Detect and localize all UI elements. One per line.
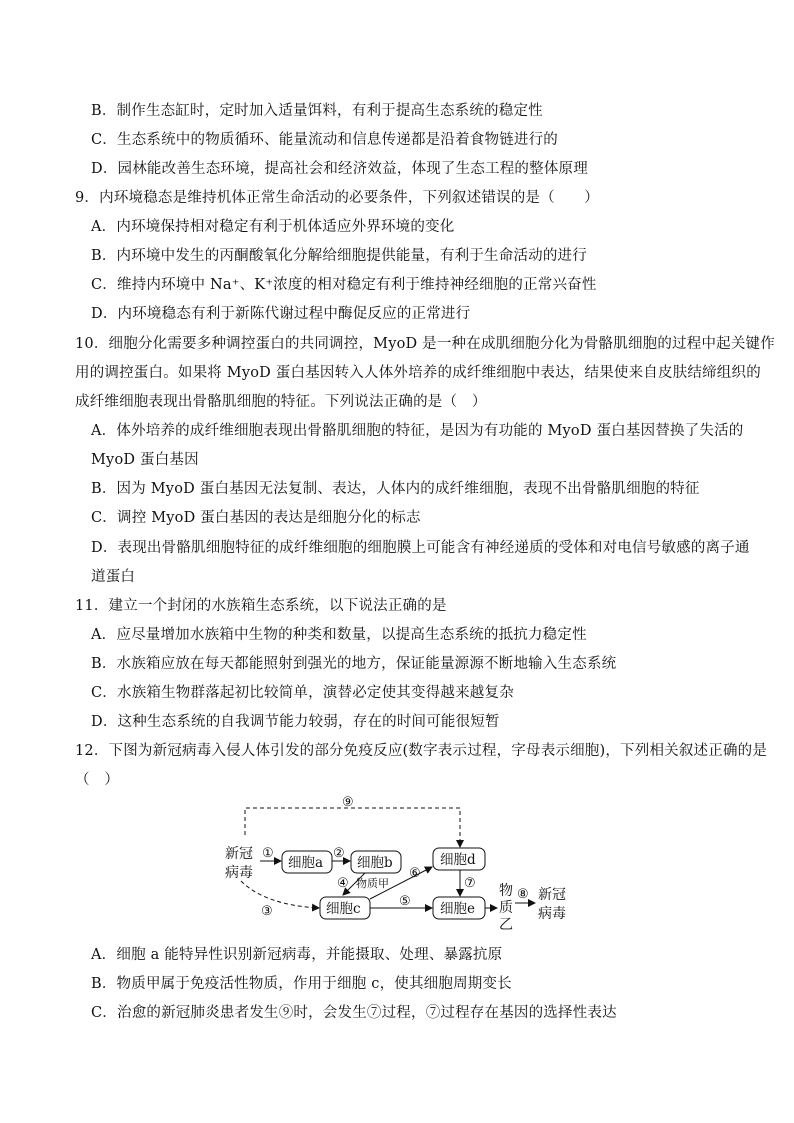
option-9d: D．内环境稳态有利于新陈代谢过程中酶促反应的正常进行 <box>91 306 471 322</box>
option-12c: C．治愈的新冠肺炎患者发生⑨时，会发生⑦过程，⑦过程存在基因的选择性表达 <box>91 1005 617 1021</box>
option-9a: A．内环境保持相对稳定有利于机体适应外界环境的变化 <box>91 219 455 235</box>
label-n3: ③ <box>261 904 273 919</box>
cell-d-label: 细胞d <box>440 852 476 868</box>
virus-left-line2: 病毒 <box>225 865 253 881</box>
cell-a-label: 细胞a <box>288 855 324 871</box>
cell-e-label: 细胞e <box>440 901 475 917</box>
question-10-line3: 成纤维细胞表现出骨骼肌细胞的特征。下列说法正确的是（ ） <box>75 394 487 410</box>
label-n5: ⑤ <box>399 894 411 909</box>
option-12a: A．细胞 a 能特异性识别新冠病毒，并能摄取、处理、暴露抗原 <box>91 947 503 963</box>
virus-left-line1: 新冠 <box>225 846 253 862</box>
option-10d: D．表现出骨骼肌细胞特征的成纤维细胞的细胞膜上可能含有神经递质的受体和对电信号敏感的离子通 <box>91 540 750 556</box>
virus-right-line2: 病毒 <box>538 906 566 922</box>
option-12b: B．物质甲属于免疫活性物质，作用于细胞 c，使其细胞周期变长 <box>91 976 512 992</box>
substance-jia-label: 物质甲 <box>356 877 389 890</box>
substance-yi-char2: 质 <box>499 900 513 916</box>
label-n6: ⑥ <box>409 866 421 881</box>
option-9b: B．内环境中发生的丙酮酸氧化分解给细胞提供能量，有利于生命活动的进行 <box>91 248 587 264</box>
option-11c: C．水族箱生物群落起初比较简单，演替必定使其变得越来越复杂 <box>91 685 514 701</box>
arrow-9-path <box>245 808 460 847</box>
label-n7: ⑦ <box>464 876 476 891</box>
arrow-3-path <box>241 881 319 908</box>
option-8d: D．园林能改善生态环境，提高社会和经济效益，体现了生态工程的整体原理 <box>91 161 588 177</box>
label-n9: ⑨ <box>342 795 354 810</box>
cell-b-label: 细胞b <box>357 855 393 871</box>
substance-yi-char1: 物 <box>499 883 513 899</box>
option-10c: C．调控 MyoD 蛋白基因的表达是细胞分化的标志 <box>91 510 421 526</box>
option-8b: B．制作生态缸时，定时加入适量饵料，有利于提高生态系统的稳定性 <box>91 103 543 119</box>
question-11: 11．建立一个封闭的水族箱生态系统，以下说法正确的是 <box>75 598 447 614</box>
question-10-line2: 用的调控蛋白。如果将 MyoD 蛋白基因转入人体外培养的成纤维细胞中表达，结果使来自皮肤结缔组织的 <box>75 365 761 381</box>
question-12: 12．下图为新冠病毒入侵人体引发的部分免疫反应(数字表示过程，字母表示细胞)，下列相关叙述正确的是 <box>75 743 768 759</box>
option-11d: D．这种生态系统的自我调节能力较弱，存在的时间可能很短暂 <box>91 714 500 730</box>
label-n2: ② <box>333 846 345 861</box>
virus-right-line1: 新冠 <box>538 887 566 903</box>
option-10a-cont: MyoD 蛋白基因 <box>91 452 199 468</box>
substance-yi-char3: 乙 <box>499 917 513 933</box>
label-n8: ⑧ <box>517 887 529 902</box>
label-n4: ④ <box>337 876 349 891</box>
question-10-line1: 10．细胞分化需要多种调控蛋白的共同调控，MyoD 是一种在成肌细胞分化为骨骼肌细胞的过程中起关键作 <box>75 336 775 352</box>
option-8c: C．生态系统中的物质循环、能量流动和信息传递都是沿着食物链进行的 <box>91 132 558 148</box>
option-10a: A．体外培养的成纤维细胞表现出骨骼肌细胞的特征，是因为有功能的 MyoD 蛋白基因替换了失活的 <box>91 423 744 439</box>
cell-c-label: 细胞c <box>326 901 361 917</box>
option-11a: A．应尽量增加水族箱中生物的种类和数量，以提高生态系统的抵抗力稳定性 <box>91 627 587 643</box>
option-10d-cont: 道蛋白 <box>91 569 136 585</box>
immune-response-diagram <box>215 795 585 935</box>
option-10b: B．因为 MyoD 蛋白基因无法复制、表达，人体内的成纤维细胞，表现不出骨骼肌细胞的特征 <box>91 481 700 497</box>
label-n1: ① <box>262 846 274 861</box>
option-11b: B．水族箱应放在每天都能照射到强光的地方，保证能量源源不断地输入生态系统 <box>91 656 617 672</box>
option-9c: C．维持内环境中 Na⁺、K⁺浓度的相对稳定有利于维持神经细胞的正常兴奋性 <box>91 277 597 293</box>
question-9: 9．内环境稳态是维持机体正常生命活动的必要条件，下列叙述错误的是（ ） <box>75 190 599 206</box>
question-12-bracket: （ ） <box>75 772 120 788</box>
